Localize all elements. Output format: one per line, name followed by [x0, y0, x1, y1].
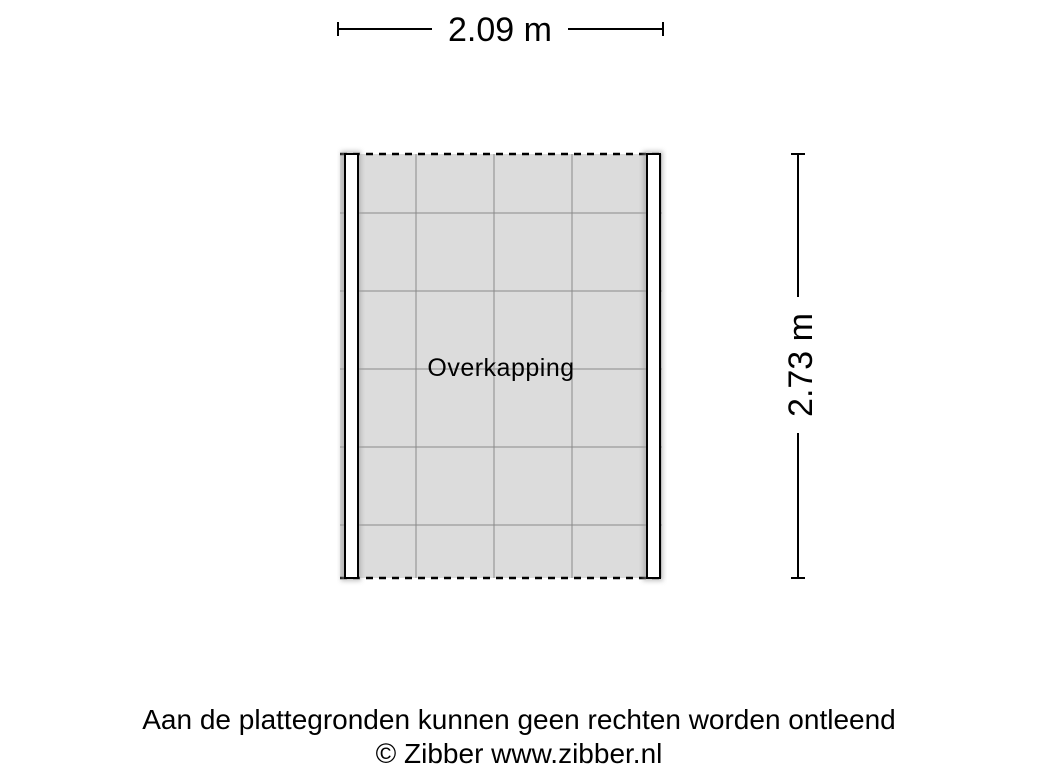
- left-wall-body: [345, 154, 358, 578]
- height-dimension-label: 2.73 m: [782, 313, 820, 417]
- right-wall-body: [647, 154, 660, 578]
- right-wall: [643, 151, 663, 581]
- room-label: Overkapping: [427, 354, 575, 382]
- disclaimer-text: Aan de plattegronden kunnen geen rechten worden ontleend: [142, 704, 896, 735]
- width-dimension: [338, 11, 663, 49]
- width-dimension-label: 2.09 m: [448, 11, 552, 49]
- room-overkapping: [340, 151, 663, 581]
- height-dimension: [782, 154, 820, 578]
- left-wall: [341, 151, 361, 581]
- copyright-text: © Zibber www.zibber.nl: [375, 738, 663, 769]
